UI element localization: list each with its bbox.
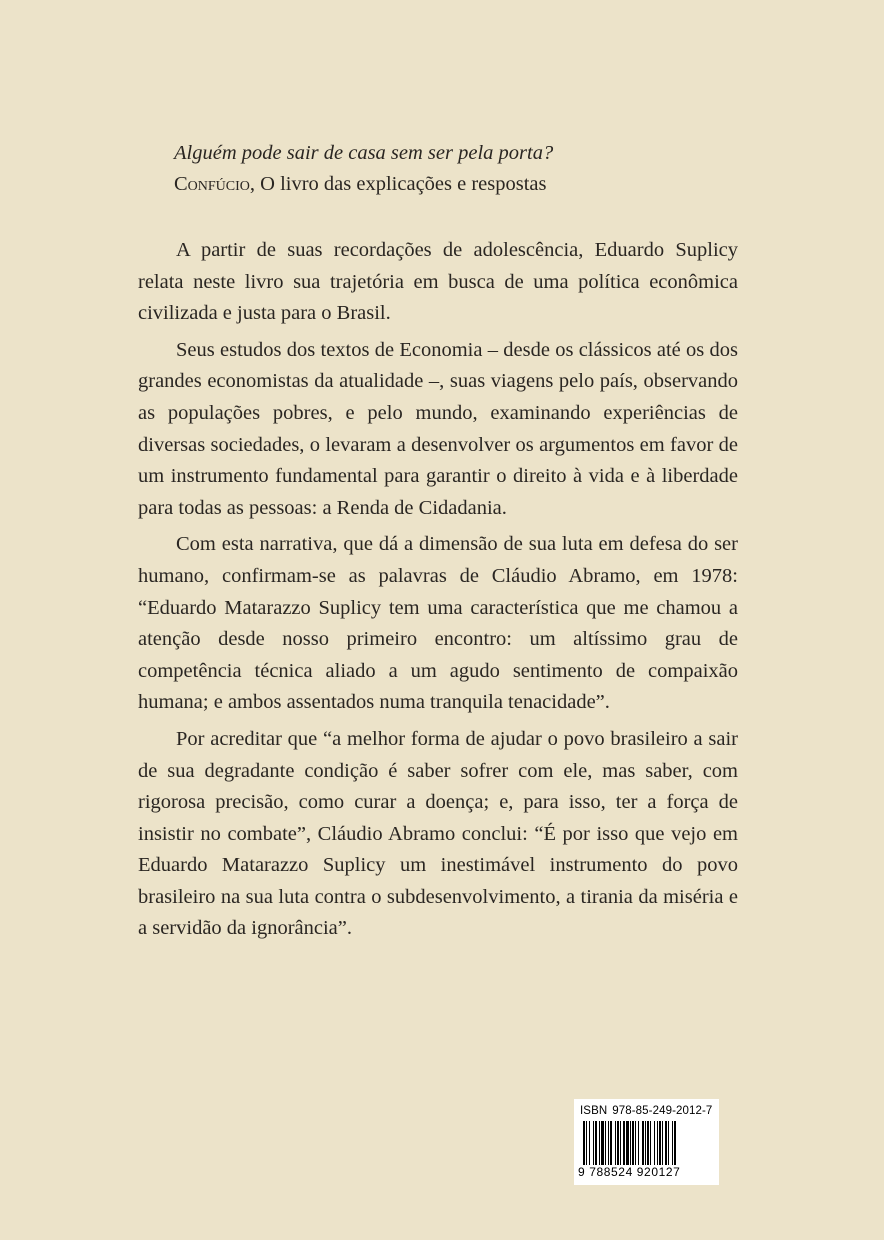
barcode-bar [583, 1121, 585, 1167]
barcode-bar [593, 1121, 594, 1167]
barcode-bar [630, 1121, 631, 1167]
barcode-bar [650, 1121, 651, 1167]
barcode-bar [610, 1121, 612, 1167]
barcode-bar [662, 1121, 663, 1167]
barcode-bar [638, 1121, 639, 1167]
barcode-bar [668, 1121, 669, 1167]
epigraph [174, 138, 814, 200]
barcode-icon [579, 1121, 714, 1171]
barcode-bar [642, 1121, 644, 1167]
barcode-bar [674, 1121, 676, 1167]
paragraph: Por acreditar que “a melhor forma de ajudar o povo brasileiro a sair de sua degradante condição é saber sofrer com ele, mas saber, com rigorosa precisão, como curar a doença; e, para isso, ter a força de insistir no combate”, Cláudio Abramo conclui: “É por isso que vejo em Eduardo Matarazzo Suplicy um inestimável instrumento do povo brasileiro na sua luta contra o subdesenvolvimento, a tirania da miséria e a servidão da ignorância”. [138, 727, 738, 940]
isbn-label [580, 1105, 712, 1117]
barcode-digits: 9 788524 920127 [578, 1165, 715, 1179]
barcode-bar [672, 1121, 673, 1167]
isbn-number: 978-85-249-2012-7 [612, 1105, 713, 1117]
barcode-bar [626, 1121, 629, 1167]
epigraph-quote: Alguém pode sair de casa sem ser pela porta? [174, 142, 554, 164]
barcode-bar [586, 1121, 587, 1167]
barcode-bar [647, 1121, 649, 1167]
barcode-bar [605, 1121, 606, 1167]
barcode-bar [620, 1121, 621, 1167]
barcode-bar [632, 1121, 634, 1167]
barcode-bar [599, 1121, 600, 1167]
blurb-text [138, 235, 738, 950]
paragraph: A partir de suas recordações de adolescência, Eduardo Suplicy relata neste livro sua trajetória em busca de uma política econômica civilizada e justa para o Brasil. [138, 239, 738, 325]
barcode-bar [665, 1121, 667, 1167]
barcode-bar [635, 1121, 636, 1167]
barcode-bar [654, 1121, 655, 1167]
barcode-bar [615, 1121, 616, 1167]
barcode-bar [623, 1121, 625, 1167]
barcode-bar [617, 1121, 619, 1167]
barcode-bar [601, 1121, 604, 1167]
paragraph: Com esta narrativa, que dá a dimensão de sua luta em defesa do ser humano, confirmam-se as palavras de Cláudio Abramo, em 1978: “Eduardo Matarazzo Suplicy tem uma característica que me chamou a atenção desde nosso primeiro encontro: um altíssimo grau de competência técnica aliado a um agudo sentimento de compaixão humana; e ambos assentados numa tranquila tenacidade”. [138, 533, 738, 714]
barcode-bar [645, 1121, 646, 1167]
epigraph-attribution: Confúcio, O livro das explicações e respostas [174, 173, 547, 195]
paragraph: Seus estudos dos textos de Economia – desde os clássicos até os dos grandes economistas da atualidade –, suas viagens pelo país, observando as populações pobres, e pelo mundo, examinando experiências de diversas sociedades, o levaram a desenvolver os argumentos em favor de um instrumento fundamental para garantir o direito à vida e à liberdade para todas as pessoas: a Renda de Cidadania. [138, 338, 738, 519]
barcode-bar [595, 1121, 597, 1167]
isbn-barcode-block [574, 1099, 719, 1185]
barcode-bar [589, 1121, 590, 1167]
isbn-word: ISBN [580, 1105, 608, 1117]
barcode-bar [608, 1121, 609, 1167]
epigraph-author: Confúcio [174, 173, 250, 195]
barcode-bar [659, 1121, 661, 1167]
barcode-bar [657, 1121, 658, 1167]
epigraph-source: O livro das explicações e respostas [260, 173, 547, 195]
